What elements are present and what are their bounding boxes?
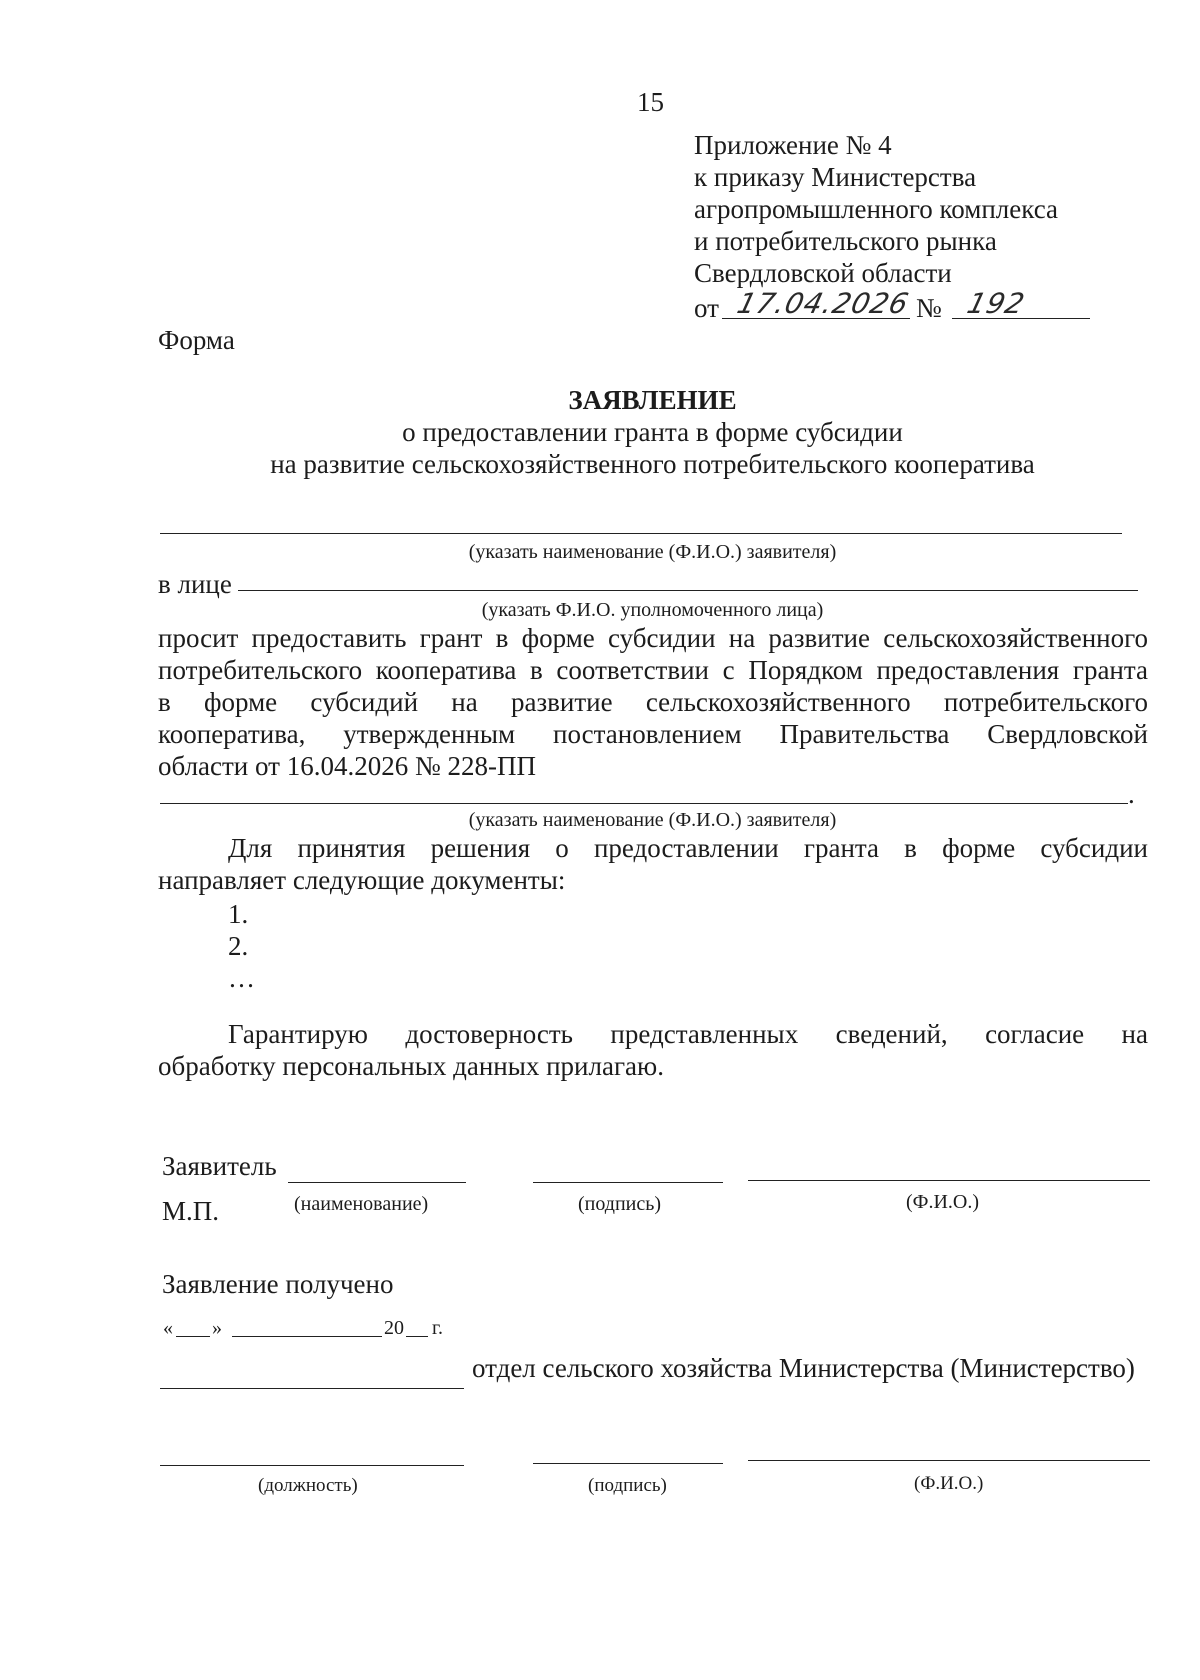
- handwritten-date: 17.04.2026: [733, 287, 913, 320]
- date-open-quote: «: [163, 1317, 173, 1339]
- guarantee-line: обработку персональных данных прилагаю.: [158, 1051, 664, 1081]
- request-line: области от 16.04.2026 № 228-ПП: [158, 751, 536, 781]
- handwritten-number: 192: [963, 287, 1029, 320]
- bottom-fio-line: [748, 1460, 1150, 1461]
- hint-applicant-name-2: (указать наименование (Ф.И.О.) заявителя): [468, 809, 837, 831]
- document-title: ЗАЯВЛЕНИЕ: [568, 385, 737, 415]
- authorized-person-line: [238, 590, 1138, 591]
- applicant-label: Заявитель: [162, 1151, 277, 1181]
- position-line: [160, 1465, 464, 1466]
- hint-bottom-signature: (подпись): [588, 1475, 667, 1496]
- hint-name: (наименование): [294, 1193, 429, 1215]
- documents-line: направляет следующие документы:: [158, 865, 566, 895]
- appendix-line: агропромышленного комплекса: [694, 194, 1058, 224]
- request-line: потребительского кооператива в соответствии с Порядком предоставления гранта: [158, 655, 1148, 685]
- document-item: 1.: [228, 899, 249, 929]
- in-person-label: в лице: [158, 569, 232, 599]
- date-close-quote: »: [212, 1317, 222, 1339]
- hint-authorized-person: (указать Ф.И.О. уполномоченного лица): [481, 599, 824, 621]
- from-label: от: [694, 293, 719, 323]
- applicant-signature-line: [533, 1182, 723, 1183]
- applicant-name-line-2: [160, 803, 1128, 804]
- appendix-line: и потребительского рынка: [694, 226, 997, 256]
- document-item: 2.: [228, 931, 249, 961]
- hint-position: (должность): [258, 1475, 358, 1496]
- subtitle-line: о предоставлении гранта в форме субсидии: [402, 417, 903, 447]
- subtitle-line: на развитие сельскохозяйственного потребительского кооператива: [270, 449, 1035, 479]
- request-line: кооператива, утвержденным постановлением Правительства Свердловской: [158, 719, 1148, 749]
- year-suffix: г.: [432, 1317, 443, 1339]
- month-underline: [232, 1336, 382, 1337]
- applicant-name-line: [160, 533, 1122, 534]
- applicant-name-sign-line: [288, 1182, 466, 1183]
- bottom-signature-line: [533, 1463, 723, 1464]
- hint-signature: (подпись): [578, 1193, 662, 1215]
- documents-line: Для принятия решения о предоставлении гранта в форме субсидии: [228, 833, 1148, 863]
- year-prefix: 20: [384, 1317, 404, 1339]
- day-underline: [176, 1336, 210, 1337]
- line-end-period: .: [1128, 779, 1135, 809]
- appendix-line: Приложение № 4: [694, 130, 892, 160]
- department-text: отдел сельского хозяйства Министерства (Министерство): [472, 1353, 1135, 1383]
- guarantee-line: Гарантирую достоверность представленных сведений, согласие на: [228, 1019, 1148, 1049]
- number-sign: №: [916, 293, 942, 323]
- appendix-line: Свердловской области: [694, 258, 952, 288]
- hint-applicant-name: (указать наименование (Ф.И.О.) заявителя): [468, 541, 837, 563]
- document-item: …: [228, 963, 255, 993]
- request-line: просит предоставить грант в форме субсидии на развитие сельскохозяйственного: [158, 623, 1148, 653]
- request-line: в форме субсидий на развитие сельскохозяйственного потребительского: [158, 687, 1148, 717]
- stamp-label: М.П.: [162, 1196, 220, 1226]
- form-label: Форма: [158, 325, 235, 355]
- hint-fio: (Ф.И.О.): [906, 1191, 980, 1213]
- applicant-fio-line: [748, 1180, 1150, 1181]
- received-label: Заявление получено: [162, 1269, 394, 1299]
- appendix-line: к приказу Министерства: [694, 162, 977, 192]
- hint-bottom-fio: (Ф.И.О.): [914, 1473, 984, 1494]
- year-underline: [406, 1336, 428, 1337]
- page-number: 15: [637, 87, 664, 117]
- department-sign-line: [160, 1388, 464, 1389]
